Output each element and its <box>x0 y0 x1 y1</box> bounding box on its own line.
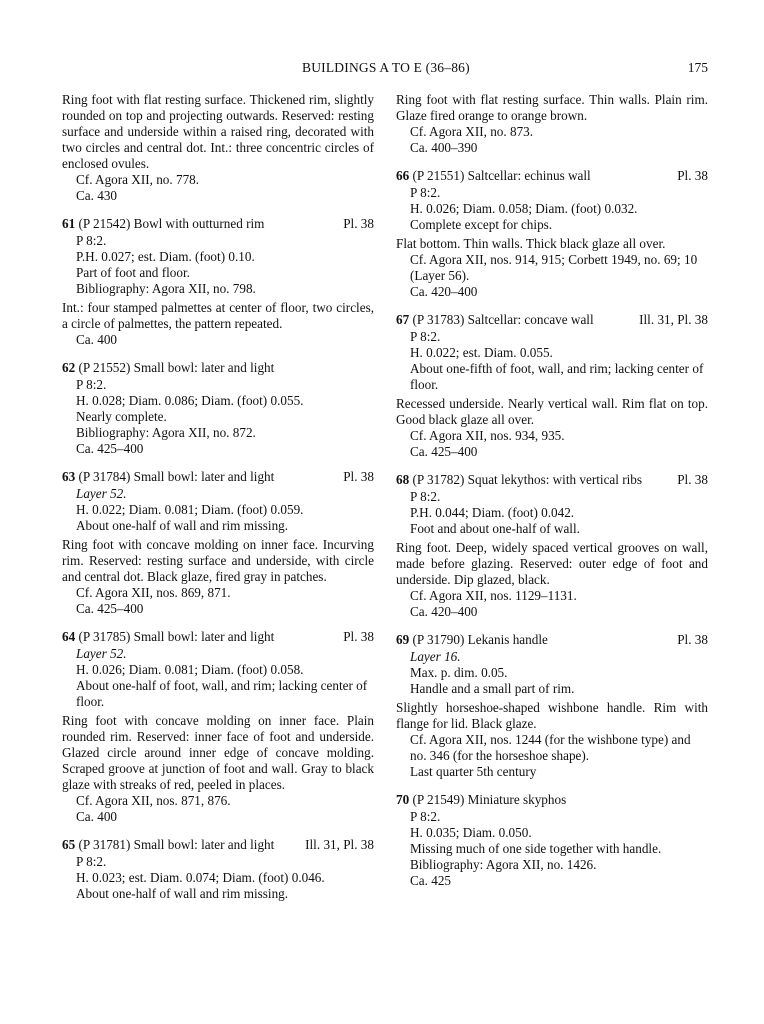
entry-line: P 8:2. <box>76 233 107 248</box>
plate-ref: Ill. 31, Pl. 38 <box>305 837 374 852</box>
entry-cf: Cf. Agora XII, nos. 871, 876. <box>76 793 231 808</box>
entry-title: (P 21549) Miniature skyphos <box>412 792 567 807</box>
catalog-entry-65 <box>62 837 374 902</box>
entry-heading <box>62 360 374 376</box>
entry-line: Bibliography: Agora XII, no. 872. <box>76 425 256 440</box>
entry-line: H. 0.026; Diam. 0.081; Diam. (foot) 0.058. <box>76 662 304 677</box>
catalog-entry-62 <box>62 360 374 457</box>
entry-line: About one-fifth of foot, wall, and rim; lacking center of floor. <box>410 361 704 392</box>
entry-heading <box>396 632 708 648</box>
entry-line: P 8:2. <box>410 489 441 504</box>
entry-number: 62 <box>62 360 76 375</box>
entry-title: (P 31785) Small bowl: later and light <box>78 629 275 644</box>
plate-ref: Pl. 38 <box>343 629 374 644</box>
entry-heading <box>396 792 708 808</box>
entry-date: Ca. 425–400 <box>76 441 144 456</box>
entry-cf: Cf. Agora XII, nos. 1129–1131. <box>410 588 577 603</box>
entry-number: 61 <box>62 216 76 231</box>
entry-line: Foot and about one-half of wall. <box>410 521 580 536</box>
entry-cf: Cf. Agora XII, nos. 934, 935. <box>410 428 565 443</box>
running-header <box>62 60 708 78</box>
entry-date: Ca. 420–400 <box>410 604 478 619</box>
entry-heading <box>62 837 374 853</box>
entry-date: Ca. 425–400 <box>76 601 144 616</box>
entry-line: P 8:2. <box>410 329 441 344</box>
catalog-entry-70 <box>396 792 708 889</box>
entry-title: (P 21551) Saltcellar: echinus wall <box>412 168 591 183</box>
entry-heading <box>62 216 374 232</box>
entry-heading <box>62 629 374 645</box>
entry-description: Ring foot with concave molding on inner face. Incurving rim. Reserved: resting surface and underside, with circle and central dot. Black glaze, fired gray in patches. <box>62 537 374 584</box>
entry-line: H. 0.022; est. Diam. 0.055. <box>410 345 553 360</box>
entry-date: Ca. 400 <box>76 809 118 824</box>
entry-layer: Layer 52. <box>76 646 127 661</box>
entry-heading <box>396 472 708 488</box>
entry-description: Int.: four stamped palmettes at center of floor, two circles, a circle of palmettes, the pattern repeated. <box>62 300 374 331</box>
entry-heading <box>396 168 708 184</box>
entry-layer: Layer 52. <box>76 486 127 501</box>
entry-line: H. 0.022; Diam. 0.081; Diam. (foot) 0.059. <box>76 502 304 517</box>
entry-date: Ca. 420–400 <box>410 284 478 299</box>
entry-date: Last quarter 5th century <box>410 764 537 779</box>
entry-date: Ca. 425 <box>410 873 452 888</box>
entry-line: About one-half of wall and rim missing. <box>76 518 289 533</box>
entry-cf: Cf. Agora XII, nos. 1244 (for the wishbone type) and no. 346 (for the horseshoe shape). <box>410 732 691 763</box>
intro-date: Ca. 430 <box>76 188 118 203</box>
catalog-entry-68 <box>396 472 708 620</box>
entry-title: (P 21552) Small bowl: later and light <box>78 360 275 375</box>
entry-layer: Layer 16. <box>410 649 461 664</box>
entry-date: Ca. 425–400 <box>410 444 478 459</box>
entry-cf: Cf. Agora XII, nos. 914, 915; Corbett 1949, no. 69; 10 (Layer 56). <box>410 252 698 283</box>
catalog-entry-64 <box>62 629 374 825</box>
plate-ref: Pl. 38 <box>343 216 374 231</box>
entry-heading <box>62 469 374 485</box>
entry-cf: Cf. Agora XII, nos. 869, 871. <box>76 585 231 600</box>
entry-line: P 8:2. <box>410 809 441 824</box>
entry-line: H. 0.023; est. Diam. 0.074; Diam. (foot) 0.046. <box>76 870 325 885</box>
intro-date: Ca. 400–390 <box>410 140 478 155</box>
entry-title: (P 31783) Saltcellar: concave wall <box>412 312 594 327</box>
plate-ref: Pl. 38 <box>677 168 708 183</box>
entry-line: Part of foot and floor. <box>76 265 190 280</box>
right-column <box>396 92 708 889</box>
intro-cf: Cf. Agora XII, no. 778. <box>76 172 200 187</box>
plate-ref: Ill. 31, Pl. 38 <box>639 312 708 327</box>
entry-line: P 8:2. <box>410 185 441 200</box>
entry-number: 63 <box>62 469 76 484</box>
entry-line: Max. p. dim. 0.05. <box>410 665 508 680</box>
entry-title: (P 21542) Bowl with outturned rim <box>78 216 265 231</box>
catalog-entry-61 <box>62 216 374 348</box>
entry-date: Ca. 400 <box>76 332 118 347</box>
running-title: BUILDINGS A TO E (36–86) <box>302 60 470 75</box>
entry-description: Ring foot. Deep, widely spaced vertical grooves on wall, made before glazing. Reserved: outer edge of foot and underside. Dip glazed, black. <box>396 540 708 587</box>
plate-ref: Pl. 38 <box>677 632 708 647</box>
entry-number: 70 <box>396 792 410 807</box>
entry-line: P 8:2. <box>76 854 107 869</box>
entry-number: 68 <box>396 472 410 487</box>
entry-number: 66 <box>396 168 410 183</box>
catalog-entry-69 <box>396 632 708 780</box>
entry-line: Bibliography: Agora XII, no. 1426. <box>410 857 597 872</box>
entry-heading <box>396 312 708 328</box>
entry-title: (P 31782) Squat lekythos: with vertical ribs <box>412 472 643 487</box>
entry-line: H. 0.028; Diam. 0.086; Diam. (foot) 0.055. <box>76 393 304 408</box>
entry-line: Handle and a small part of rim. <box>410 681 575 696</box>
entry-line: Bibliography: Agora XII, no. 798. <box>76 281 256 296</box>
catalog-entry-66 <box>396 168 708 300</box>
intro-description: Ring foot with flat resting surface. Thin walls. Plain rim. Glaze fired orange to orange brown. <box>396 92 708 123</box>
entry-line: P.H. 0.044; Diam. (foot) 0.042. <box>410 505 575 520</box>
entry-line: About one-half of foot, wall, and rim; lacking center of floor. <box>76 678 368 709</box>
intro-description: Ring foot with flat resting surface. Thickened rim, slightly rounded on top and projecting outwards. Reserved: resting surface and underside within a raised ring, decorated with two circles and central dot. Int.: three concentric circles of enclosed ovules. <box>62 92 374 171</box>
entry-description: Recessed underside. Nearly vertical wall. Rim flat on top. Good black glaze all over. <box>396 396 708 427</box>
entry-title: (P 31784) Small bowl: later and light <box>78 469 275 484</box>
entry-line: P.H. 0.027; est. Diam. (foot) 0.10. <box>76 249 255 264</box>
entry-line: Missing much of one side together with handle. <box>410 841 662 856</box>
entry-description: Slightly horseshoe-shaped wishbone handle. Rim with flange for lid. Black glaze. <box>396 700 708 731</box>
entry-line: H. 0.035; Diam. 0.050. <box>410 825 532 840</box>
entry-number: 64 <box>62 629 76 644</box>
entry-title: (P 31781) Small bowl: later and light <box>78 837 275 852</box>
entry-description: Ring foot with concave molding on inner face. Plain rounded rim. Reserved: inner face of foot and underside. Glazed circle around inner edge of concave molding. Scraped groove at junction of foot and wall. Gray to black glaze with streaks of red, peeled in places. <box>62 713 374 792</box>
intro-cf: Cf. Agora XII, no. 873. <box>410 124 534 139</box>
page-number: 175 <box>687 60 708 75</box>
plate-ref: Pl. 38 <box>677 472 708 487</box>
entry-description: Flat bottom. Thin walls. Thick black glaze all over. <box>396 236 666 251</box>
entry-line: Complete except for chips. <box>410 217 553 232</box>
entry-line: H. 0.026; Diam. 0.058; Diam. (foot) 0.032. <box>410 201 638 216</box>
entry-line: P 8:2. <box>76 377 107 392</box>
entry-line: Nearly complete. <box>76 409 167 424</box>
entry-number: 67 <box>396 312 410 327</box>
entry-title: (P 31790) Lekanis handle <box>412 632 548 647</box>
catalog-entry-63 <box>62 469 374 617</box>
entry-number: 65 <box>62 837 76 852</box>
entry-number: 69 <box>396 632 410 647</box>
catalog-entry-67 <box>396 312 708 460</box>
entry-line: About one-half of wall and rim missing. <box>76 886 289 901</box>
left-column <box>62 92 374 902</box>
plate-ref: Pl. 38 <box>343 469 374 484</box>
